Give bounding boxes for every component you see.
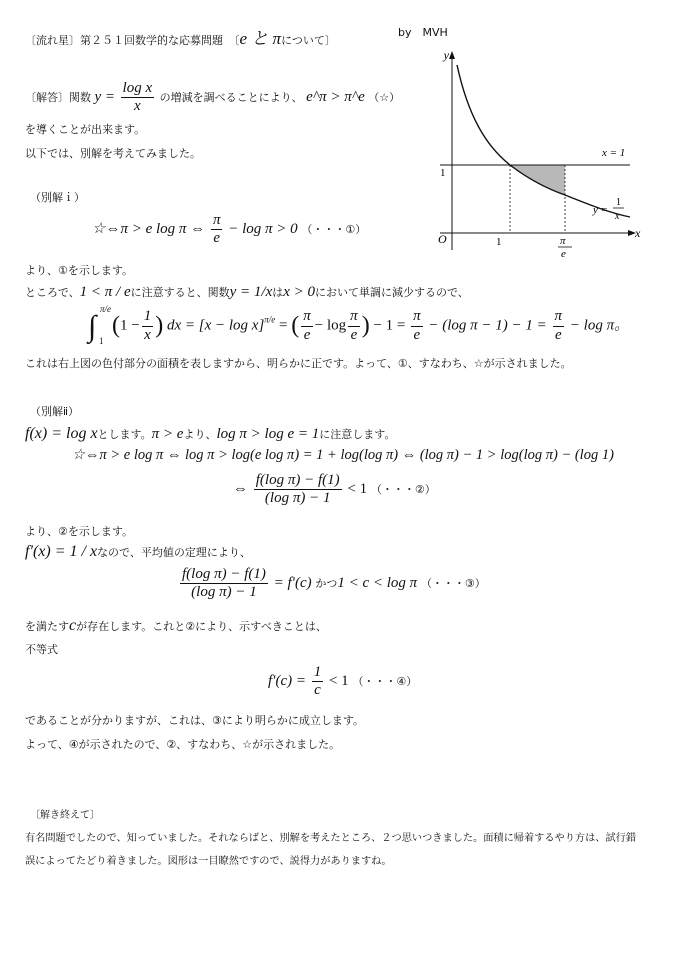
sol1-integral: ∫ π/e 1 (1 − $\frac{1}{x}$ ) dx = $[x - \log x]^{\pi/e}$ = ( $\frac{\pi}{e}$ − log $\frac{\pi}{e}$ ) − 1 = $\frac{\pi}{e}$ − (log π − 1) − 1 = $\frac{\pi}{e}$ − log π。 [88,304,630,346]
sol2-ineq-label: 不等式 [25,643,58,656]
sol2-mvt-range: 1 < c < log π [337,575,418,592]
answer-label: 〔解答〕関数 [25,90,91,104]
sol1-eq1-b: − log π > 0 [228,221,298,238]
integral-sign-icon: ∫ π/e 1 [88,304,112,346]
answer-star: （☆） [368,90,401,104]
sol1-line2-a: ところで、 [25,286,80,299]
sol2-final-den: c [314,682,321,699]
int-lower: 1 [99,336,104,346]
int-rest1: = [279,317,288,334]
sol2-exist-line [25,617,327,635]
int-upper: π/e [100,304,112,314]
int-rest2: − 1 = [373,317,406,334]
sol2-mvt-num: f(log π) − f(1) [180,566,268,584]
answer-func-lhs: y = [94,88,116,105]
sol2-def-a: とします。 [97,428,152,441]
sol2-def-m3: log π > log e = 1 [216,426,320,442]
sol2-final-tag: （・・・④） [352,675,418,689]
sol2-line-a: であることが分かりますが、これは、③により明らかに成立します。 [25,714,364,727]
afterword-heading: 〔解き終えて〕 [30,810,100,821]
int-rest3: − (log π − 1) − 1 = [428,317,547,334]
sol2-deriv-math: f′(x) = 1 / x [25,543,98,560]
sol2-mvt [178,566,486,602]
sol2-deriv-text: なので、平均値の定理により、 [97,546,251,559]
sol2-final-num: 1 [312,664,324,682]
sol2-heading: （別解ⅱ） [30,405,80,418]
sol2-mvt-den: (log π) − 1 [191,584,257,601]
answer-line [25,80,400,116]
answer-func-num: log x [121,80,155,98]
sol1-eq1-tag: （・・・①） [301,223,367,237]
sol2-def-m2: π > e [151,426,184,442]
sol2-deriv-line [25,543,251,561]
afterword-body1: 有名問題でしたので、知っていました。それならばと、別解を考えたところ、２つ思いつきました。面積に帰着するやり方は、試行錯 [25,833,637,844]
sol2-def-c: に注意します。 [319,428,396,441]
origin-label: O [438,232,447,246]
sol1-eq1-den: e [213,230,221,247]
sol2-ratio-den: (log π) − 1 [264,490,331,507]
answer-mid-text: の増減を調べることにより、 [159,90,303,104]
header-title-suffix: について〕 [281,34,336,47]
x-axis-label: x [635,226,641,240]
author: by MVH [398,26,448,39]
sol1-line2-d: において単調に減少するので、 [315,286,469,299]
sol2-line1: より、②を示します。 [25,525,133,538]
answer-func-frac [121,80,155,116]
sol2-ratio-num: f(log π) − f(1) [254,472,342,490]
sol2-ratio-tag: （・・・②） [370,483,436,497]
line-label-x1: x = 1 [602,147,626,159]
page-header [25,24,336,49]
sol2-def-math: f(x) = log x [25,425,98,442]
sol2-final-lhs: f′(c) = [268,673,306,690]
answer-line3: 以下では、別解を考えてみました。 [25,147,201,160]
sol2-ratio [233,472,436,508]
sol1-eq1-frac [211,212,223,248]
shaded-area [510,165,565,195]
sol1-eq1 [92,212,366,248]
sol1-conclusion: これは右上図の色付部分の面積を表しますから、明らかに正です。よって、①、すなわち、☆が示されました。 [25,357,572,370]
header-title-math: e と π [239,29,282,48]
sol2-line-b: よって、④が示されたので、②、すなわち、☆が示されました。 [25,738,341,751]
sol2-mvt-tag: （・・・③） [420,577,486,591]
sol1-line2-m3: x > 0 [283,284,316,300]
sol1-line2-b: に注意すると、関数 [130,286,230,299]
curve-label-den: x [615,211,620,222]
sol1-line2-m2: y = 1/x [229,284,273,300]
int-rest4: − log π。 [569,317,630,334]
sol1-heading: （別解ｉ） [30,191,85,204]
sol1-line1: より、①を示します。 [25,264,133,277]
tick-y-1: 1 [440,167,446,179]
sol2-def-b: より、 [183,428,217,441]
sol2-mvt-frac [180,566,268,602]
area-graph [430,45,660,270]
answer-func-den: x [133,98,141,115]
curve-one-over-x [457,65,630,217]
sol1-eq1-a: ☆⇔π > e log π ⇔ [92,221,206,238]
tick-pi: π [560,235,566,247]
sol2-final [268,664,417,700]
curve-label-num: 1 [616,197,621,208]
sol1-line2 [25,284,469,301]
int-body: dx = [x − log x] [166,317,265,334]
y-axis-label: y [443,48,449,62]
tick-x-1: 1 [496,236,502,248]
sol2-ratio-post: < 1 [347,481,368,498]
sol2-exist-b: が存在します。これと②により、示すべきことは、 [76,620,327,633]
y-axis-arrow-icon [449,51,455,59]
sol2-ratio-pre: ⇔ [233,481,248,498]
answer-line2: を導くことが出来ます。 [25,123,146,136]
sol2-mvt-eq: = f′(c) [273,575,312,592]
tick-e: e [561,248,566,260]
sol2-exist-a: を満たす [25,620,69,633]
sol1-line2-c: は [272,286,284,299]
answer-ineq: e^π > π^e [306,88,365,105]
sol2-def-line [25,425,395,443]
sol2-final-frac [312,664,324,700]
sol2-ratio-frac [254,472,342,508]
sol1-line2-m1: 1 < π / e [79,284,131,300]
sol1-eq1-num: π [211,212,223,230]
curve-label-lhs: y = [593,204,609,216]
sol2-chain: ☆⇔π > e log π ⇔ log π > log(e log π) = 1 + log(log π) ⇔ (log π) − 1 > log(log π) − (log 1) [72,447,614,463]
afterword-body2: 誤によってたどり着きました。図形は一目瞭然ですので、説得力がありますね。 [25,856,392,867]
sol2-final-rhs: < 1 [328,673,349,690]
header-title-prefix: 〔流れ星〕第２５１回数学的な応募問題 〔 [25,34,240,47]
sol2-mvt-and: かつ [315,577,338,591]
sol2-exist-c: c [69,617,77,634]
